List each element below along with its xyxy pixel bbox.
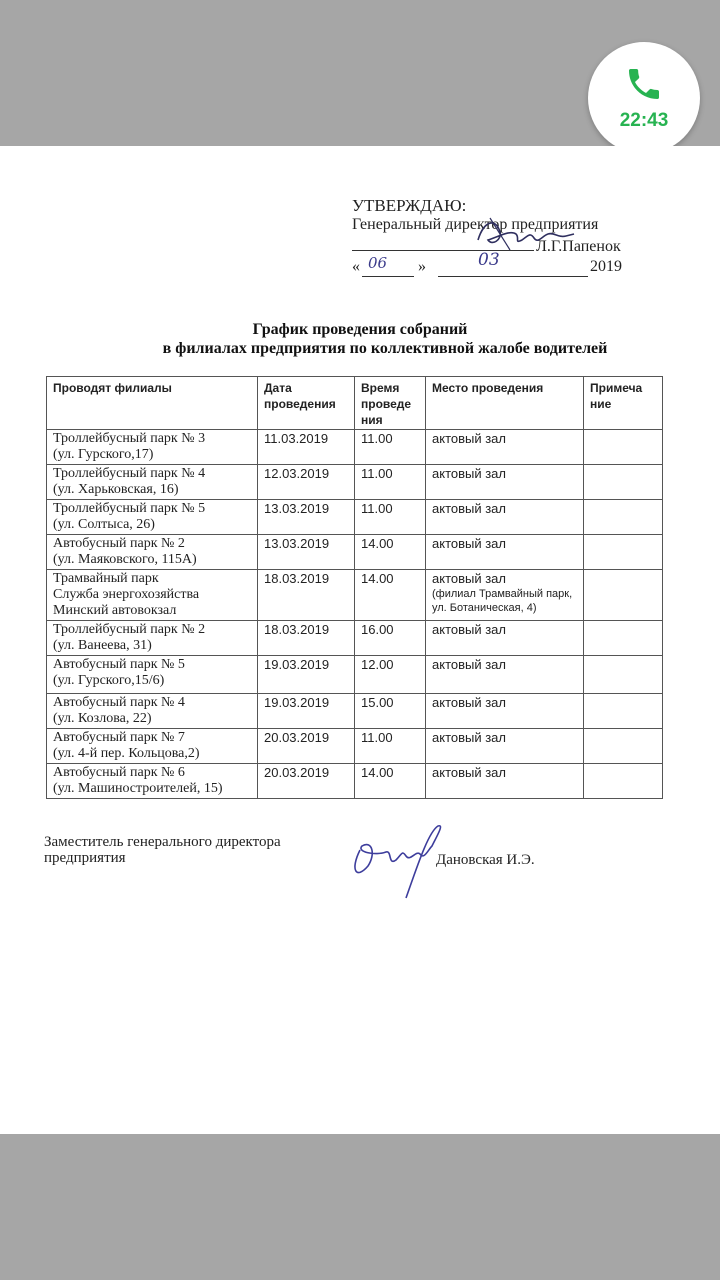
header-date: Дата проведения	[258, 377, 355, 430]
cell-time: 15.00	[355, 694, 426, 729]
cell-time: 11.00	[355, 500, 426, 535]
cell-time: 11.00	[355, 430, 426, 465]
cell-branch: Троллейбусный парк № 3 (ул. Гурского,17)	[47, 430, 258, 465]
cell-branch: Троллейбусный парк № 5 (ул. Солтыса, 26)	[47, 500, 258, 535]
cell-place	[426, 764, 584, 799]
date-year: 2019	[590, 258, 622, 275]
cell-place	[426, 694, 584, 729]
call-duration: 22:43	[619, 110, 669, 131]
place-main: актовый зал	[432, 431, 507, 446]
header-branch: Проводят филиалы	[47, 377, 258, 430]
cell-branch: Автобусный парк № 7 (ул. 4-й пер. Кольцова,2)	[47, 729, 258, 764]
place-main: актовый зал	[432, 730, 507, 745]
cell-branch: Троллейбусный парк № 4 (ул. Харьковская, 16)	[47, 465, 258, 500]
cell-note	[584, 535, 663, 570]
cell-note	[584, 500, 663, 535]
document-title	[0, 320, 720, 358]
cell-time: 14.00	[355, 535, 426, 570]
table-row	[47, 694, 663, 729]
cell-place	[426, 430, 584, 465]
table-row	[47, 729, 663, 764]
table-row	[47, 500, 663, 535]
cell-date: 18.03.2019	[258, 570, 355, 621]
cell-note	[584, 729, 663, 764]
cell-place	[426, 465, 584, 500]
cell-date: 12.03.2019	[258, 465, 355, 500]
approval-position: Генеральный директор предприятия	[352, 216, 599, 233]
phone-icon	[624, 64, 664, 104]
cell-note	[584, 570, 663, 621]
cell-note	[584, 656, 663, 694]
cell-place	[426, 535, 584, 570]
cell-date: 11.03.2019	[258, 430, 355, 465]
cell-time: 11.00	[355, 729, 426, 764]
month-line	[438, 276, 588, 277]
cell-note	[584, 764, 663, 799]
title-line-2: в филиалах предприятия по коллективной жалобе водителей	[162, 340, 608, 357]
cell-note	[584, 694, 663, 729]
place-main: актовый зал	[432, 695, 507, 710]
deputy-name: Дановская И.Э.	[436, 852, 535, 868]
cell-time: 12.00	[355, 656, 426, 694]
place-main: актовый зал	[432, 571, 507, 586]
place-main: актовый зал	[432, 765, 507, 780]
table-row	[47, 465, 663, 500]
table-header-row	[47, 377, 663, 430]
cell-place	[426, 570, 584, 621]
table-row	[47, 430, 663, 465]
document-page	[0, 146, 720, 1134]
cell-branch: Автобусный парк № 2 (ул. Маяковского, 115А)	[47, 535, 258, 570]
cell-place	[426, 500, 584, 535]
cell-place	[426, 621, 584, 656]
approval-heading: УТВЕРЖДАЮ:	[352, 196, 467, 215]
cell-branch: Автобусный парк № 4 (ул. Козлова, 22)	[47, 694, 258, 729]
cell-branch: Троллейбусный парк № 2 (ул. Ванеева, 31)	[47, 621, 258, 656]
cell-place	[426, 729, 584, 764]
cell-date: 20.03.2019	[258, 729, 355, 764]
cell-place	[426, 656, 584, 694]
date-month: 03	[478, 250, 500, 270]
place-main: актовый зал	[432, 536, 507, 551]
deputy-position-line-2: предприятия	[44, 850, 126, 866]
cell-branch: Автобусный парк № 6 (ул. Машиностроителей, 15)	[47, 764, 258, 799]
place-main: актовый зал	[432, 657, 507, 672]
cell-branch: Трамвайный парк Служба энергохозяйства Минский автовокзал	[47, 570, 258, 621]
place-main: актовый зал	[432, 622, 507, 637]
table-row	[47, 570, 663, 621]
cell-date: 20.03.2019	[258, 764, 355, 799]
cell-date: 19.03.2019	[258, 694, 355, 729]
cell-time: 14.00	[355, 570, 426, 621]
cell-time: 14.00	[355, 764, 426, 799]
cell-date: 13.03.2019	[258, 500, 355, 535]
table-row	[47, 656, 663, 694]
cell-time: 16.00	[355, 621, 426, 656]
header-time: Время проведе ния	[355, 377, 426, 430]
cell-date: 19.03.2019	[258, 656, 355, 694]
deputy-position-line-1: Заместитель генерального директора	[44, 834, 281, 850]
cell-note	[584, 621, 663, 656]
cell-branch: Автобусный парк № 5 (ул. Гурского,15/6)	[47, 656, 258, 694]
header-place: Место проведения	[426, 377, 584, 430]
date-open-quote: «	[352, 258, 360, 275]
cell-date: 18.03.2019	[258, 621, 355, 656]
table-row	[47, 764, 663, 799]
place-note: (филиал Трамвайный парк, ул. Ботаническая, 4)	[432, 588, 573, 614]
meeting-schedule-table	[46, 376, 663, 799]
date-close-quote: »	[418, 258, 426, 275]
approver-name: Л.Г.Папенок	[536, 238, 621, 255]
cell-time: 11.00	[355, 465, 426, 500]
cell-note	[584, 465, 663, 500]
table-row	[47, 621, 663, 656]
place-main: актовый зал	[432, 501, 507, 516]
cell-note	[584, 430, 663, 465]
place-main: актовый зал	[432, 466, 507, 481]
header-note: Примеча ние	[584, 377, 663, 430]
deputy-position	[44, 834, 281, 866]
director-signature	[470, 210, 580, 254]
date-day: 06	[368, 254, 388, 272]
call-timer-badge[interactable]	[588, 42, 700, 154]
table-row	[47, 535, 663, 570]
cell-date: 13.03.2019	[258, 535, 355, 570]
deputy-signature	[346, 810, 446, 902]
day-line	[362, 276, 414, 277]
title-line-1: График проведения собраний	[252, 321, 468, 338]
